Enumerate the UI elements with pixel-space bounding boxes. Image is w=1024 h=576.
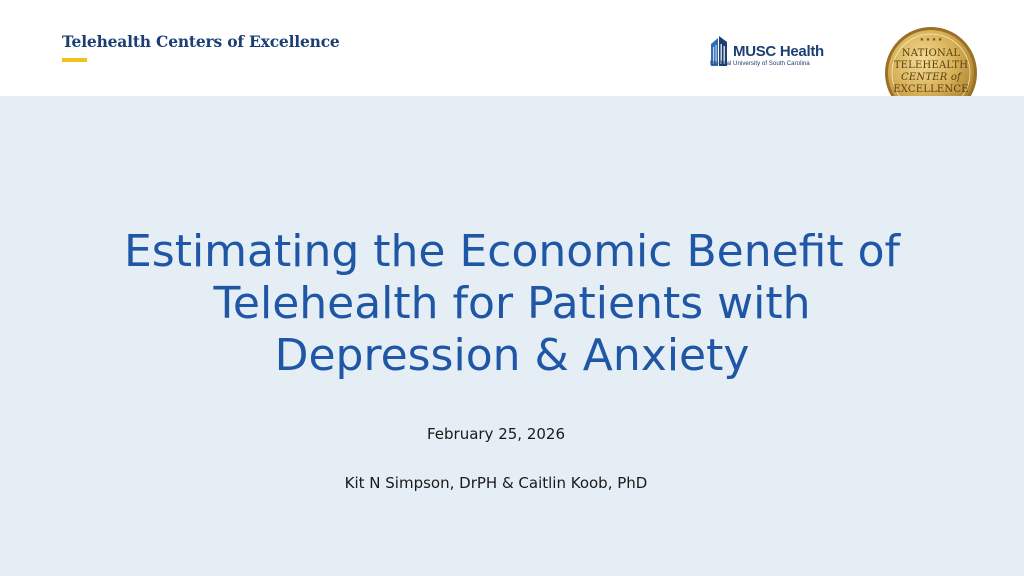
brand-accent-bar (62, 58, 87, 62)
title-line: Depression & Anxiety (274, 330, 750, 381)
presentation-authors: Kit N Simpson, DrPH & Caitlin Koob, PhD (344, 474, 648, 492)
slide-title (60, 226, 964, 382)
musc-health-name: MUSC Health (733, 43, 824, 60)
musc-health-subtitle: Medical University of South Carolina (710, 60, 810, 67)
svg-text:★ ★ ★ ★: ★ ★ ★ ★ (919, 37, 943, 43)
presentation-date: February 25, 2026 (426, 425, 566, 443)
seal-line: TELEHEALTH (893, 60, 969, 71)
seal-line: NATIONAL (901, 48, 961, 59)
brand-title: Telehealth Centers of Excellence (62, 32, 340, 51)
seal-line: CENTER of (901, 72, 961, 83)
seal-text (884, 48, 978, 96)
title-line: Estimating the Economic Benefit of (123, 226, 901, 277)
seal-line: EXCELLENCE (893, 84, 969, 95)
title-line: Telehealth for Patients with (213, 278, 811, 329)
slide-header (0, 0, 1024, 96)
musc-health-logo (709, 32, 839, 72)
